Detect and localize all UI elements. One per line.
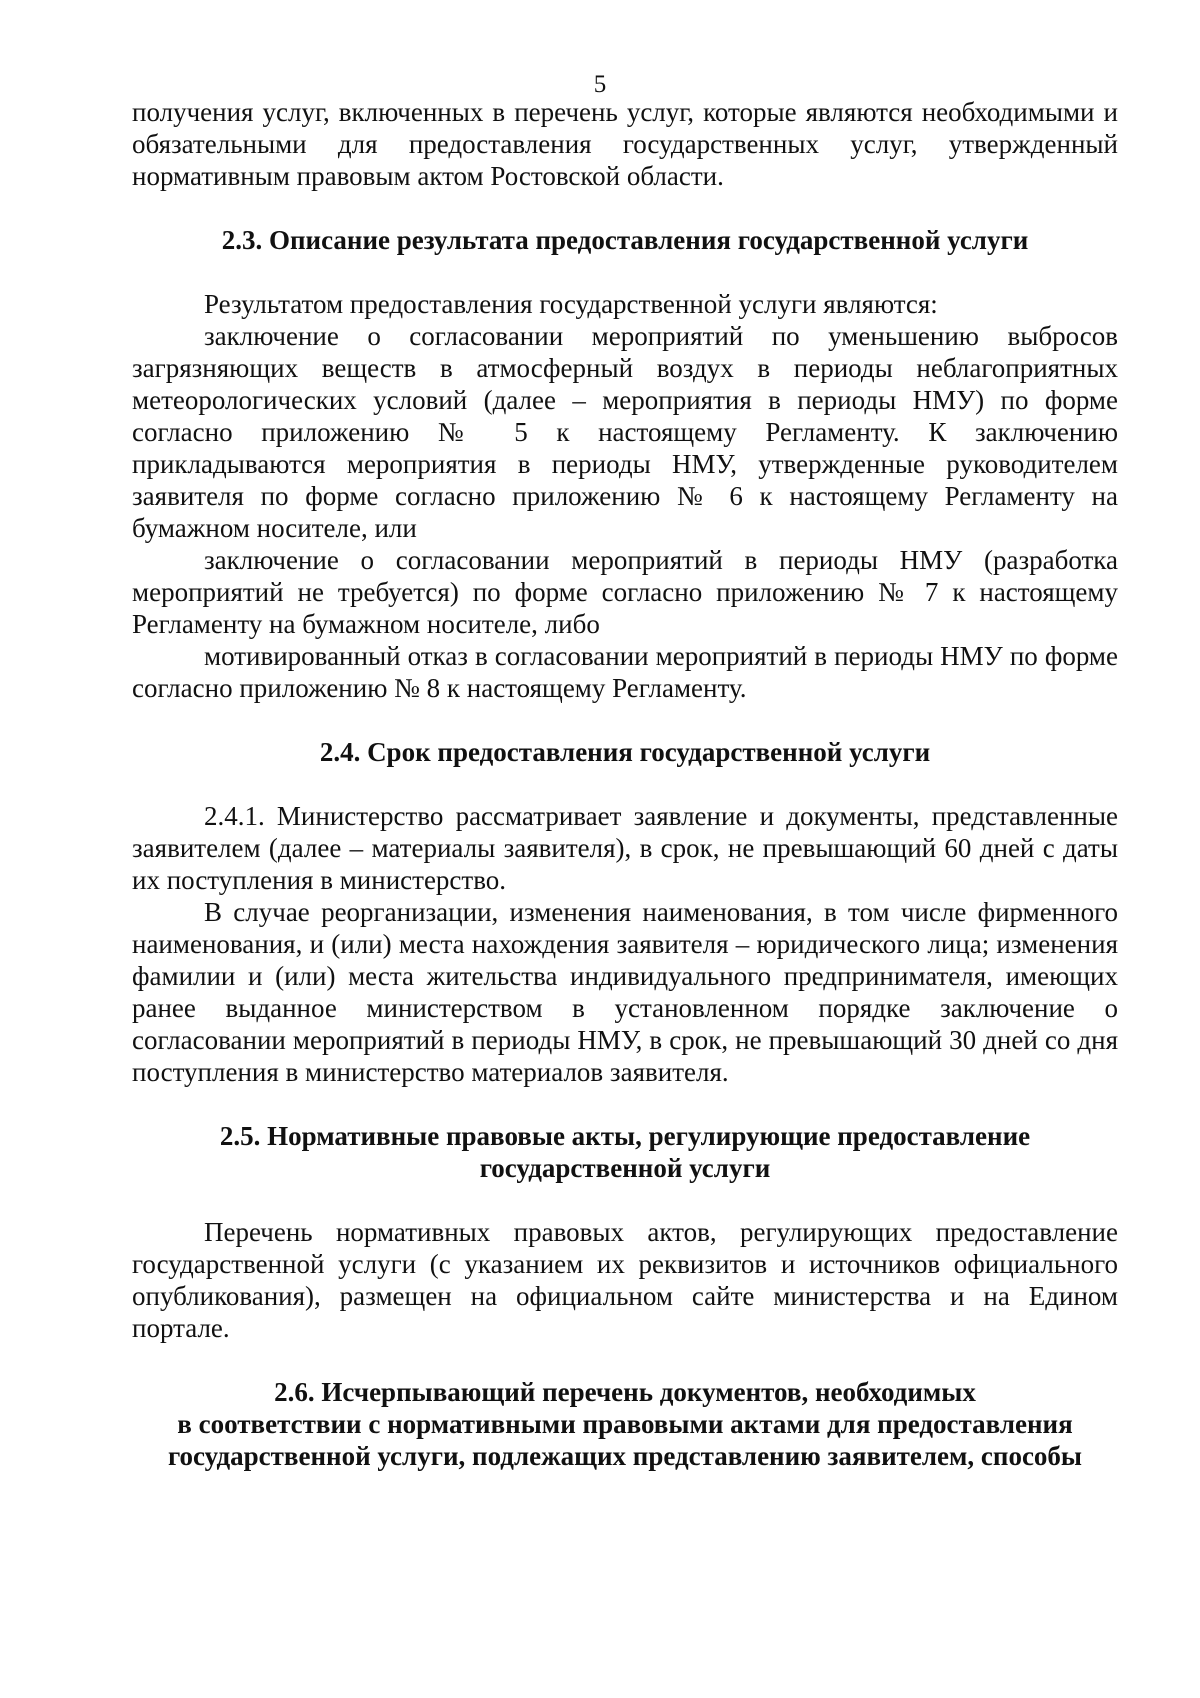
section-heading-2-6-line-2: в соответствии с нормативными правовыми актами для предоставления bbox=[177, 1409, 1073, 1439]
section-heading-2-5-line-2: государственной услуги bbox=[479, 1153, 771, 1183]
section-heading-2-3: 2.3. Описание результата предоставления государственной услуги bbox=[221, 225, 1029, 255]
paragraph-2-3-c: заключение о согласовании мероприятий в периоды НМУ (разработка мероприятий не требуется) по форме согласно приложению № 7 к настоящему Регламенту на бумажном носителе, либо bbox=[132, 545, 1118, 639]
section-heading-2-4: 2.4. Срок предоставления государственной услуги bbox=[319, 737, 931, 767]
page-number: 5 bbox=[593, 71, 607, 98]
section-heading-2-5 bbox=[132, 1120, 1118, 1184]
section-heading-2-6-line-3: государственной услуги, подлежащих представлению заявителем, способы bbox=[167, 1441, 1083, 1471]
paragraph-intro: получения услуг, включенных в перечень услуг, которые являются необходимыми и обязательными для предоставления государственных услуг, утвержденный нормативным правовым актом Ростовской области. bbox=[132, 97, 1118, 191]
paragraph-2-4-a: 2.4.1. Министерство рассматривает заявление и документы, представленные заявителем (далее – материалы заявителя), в срок, не превышающий 60 дней с даты их поступления в министерство. bbox=[132, 801, 1118, 895]
paragraph-2-3-a: Результатом предоставления государственной услуги являются: bbox=[204, 289, 938, 319]
paragraph-2-3-d: мотивированный отказ в согласовании мероприятий в периоды НМУ по форме согласно приложению № 8 к настоящему Регламенту. bbox=[132, 641, 1118, 703]
section-heading-2-6 bbox=[132, 1376, 1118, 1472]
paragraph-2-3-b: заключение о согласовании мероприятий по уменьшению выбросов загрязняющих веществ в атмосферный воздух в периоды неблагоприятных метеорологических условий (далее – мероприятия в периоды НМУ) по форме согласно приложению № 5 к настоящему Регламенту. К заключению прикладываются мероприятия в периоды НМУ, утвержденные руководителем заявителя по форме согласно приложению № 6 к настоящему Регламенту на бумажном носителе, или bbox=[132, 321, 1118, 543]
paragraph-2-5: Перечень нормативных правовых актов, регулирующих предоставление государственной услуги (с указанием их реквизитов и источников официального опубликования), размещен на официальном сайте министерства и на Едином портале. bbox=[132, 1217, 1118, 1343]
paragraph-2-4-b: В случае реорганизации, изменения наименования, в том числе фирменного наименования, и (или) места нахождения заявителя – юридического лица; изменения фамилии и (или) места жительства индивидуального предпринимателя, имеющих ранее выданное министерством в установленном порядке заключение о согласовании мероприятий в периоды НМУ, в срок, не превышающий 30 дней со дня поступления в министерство материалов заявителя. bbox=[132, 897, 1118, 1087]
section-heading-2-5-line-1: 2.5. Нормативные правовые акты, регулирующие предоставление bbox=[219, 1121, 1031, 1151]
document-body bbox=[132, 96, 1118, 1472]
section-heading-2-6-line-1: 2.6. Исчерпывающий перечень документов, необходимых bbox=[274, 1377, 976, 1407]
